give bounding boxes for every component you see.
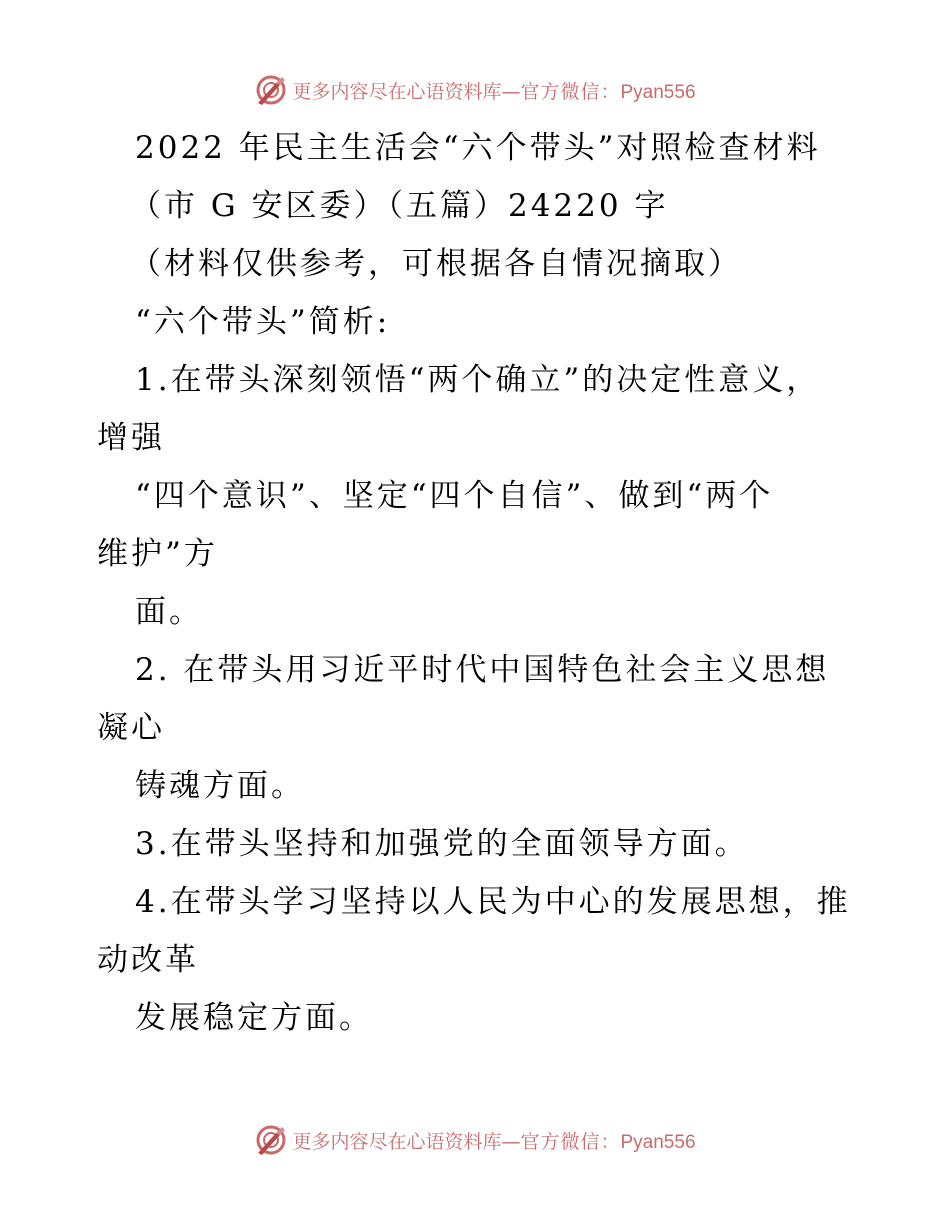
watermark-header [0, 70, 950, 110]
paragraph-line: 发展稳定方面。 [135, 1000, 373, 1036]
watermark-account: Pyan556 [620, 81, 696, 103]
paragraph-line: “四个意识”、坚定“四个自信”、做到“两个 [135, 478, 774, 514]
watermark-account: Pyan556 [620, 1131, 696, 1153]
paragraph-line: 动改革 [97, 942, 199, 978]
pen-logo-icon [254, 1123, 288, 1157]
watermark-text [292, 77, 695, 104]
watermark-main-text: 更多内容尽在心语资料库 [292, 1130, 502, 1153]
paragraph-line: 增强 [97, 420, 165, 456]
paragraph-line: 2. 在带头用习近平时代中国特色社会主义思想 [135, 652, 830, 688]
section-heading: “六个带头”简析: [135, 304, 391, 340]
doc-title-line-2: （市 G 安区委）（五篇）24220 字 [130, 188, 669, 224]
doc-title-line-1: 2022 年民主生活会“六个带头”对照检查材料 [135, 130, 821, 166]
pen-logo-icon [254, 73, 288, 107]
paragraph-line: 铸魂方面。 [135, 768, 305, 804]
watermark-footer [0, 1120, 950, 1160]
paragraph-line: 1.在带头深刻领悟“两个确立”的决定性意义， [135, 362, 821, 398]
paragraph-line: 面。 [135, 594, 203, 630]
paragraph-line: 凝心 [97, 710, 165, 746]
paragraph-line: 3.在带头坚持和加强党的全面领导方面。 [135, 826, 749, 862]
watermark-label: 官方微信： [520, 80, 621, 103]
watermark-text [292, 1127, 695, 1154]
paragraph-line: 4.在带头学习坚持以人民为中心的发展思想，推 [135, 884, 851, 920]
doc-note-line: （材料仅供参考，可根据各自情况摘取） [130, 246, 742, 282]
watermark-separator: — [501, 1130, 521, 1153]
watermark-label: 官方微信： [520, 1130, 621, 1153]
paragraph-line: 维护”方 [97, 536, 218, 572]
watermark-main-text: 更多内容尽在心语资料库 [292, 80, 502, 103]
watermark-separator: — [501, 80, 521, 103]
